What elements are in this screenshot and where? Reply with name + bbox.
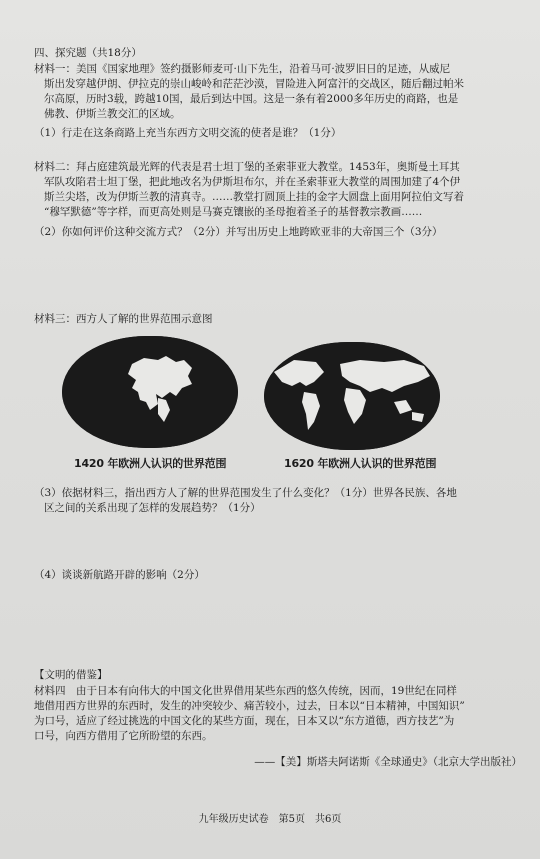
page-footer: 九年级历史试卷 第5页 共6页 [198, 814, 342, 825]
material-two-line: 材料二：拜占庭建筑最光辉的代表是君士坦丁堡的圣索菲亚大教堂。1453年，奥斯曼土耳其 [34, 161, 460, 173]
material-four-line: 材料四 由于日本有向伟大的中国文化世界借用某些东西的悠久传统，因而，19世纪在同样 [34, 685, 457, 697]
question-1: （1）行走在这条商路上充当东西方文明交流的使者是谁？（1分） [34, 127, 342, 139]
map-1620-graphic [264, 342, 440, 450]
material-four-source: ——【美】斯塔夫阿诺斯《全球通史》（北京大学出版社） [254, 756, 522, 768]
material-two-line: “穆罕默德”等字样，而更高处则是马赛克镶嵌的圣母抱着圣子的基督教宗教画…… [44, 206, 423, 218]
material-two [34, 160, 464, 220]
civilization-heading: 【文明的借鉴】 [34, 669, 108, 681]
question-3-line: 区之间的关系出现了怎样的发展趋势？（1分） [44, 502, 261, 514]
question-2: （2）你如何评价这种交流方式？（2分）并写出历史上地跨欧亚非的大帝国三个（3分） [34, 226, 443, 238]
material-one-line: 佛教、伊斯兰教交汇的区域。 [44, 108, 181, 120]
material-one [34, 62, 464, 122]
question-3-line: （3）依据材料三，指出西方人了解的世界范围发生了什么变化？（1分）世界各民族、各地 [34, 487, 457, 499]
material-four-line: 为口号，适应了经过挑选的中国文化的某些方面，现在，日本又以“东方道德，西方技艺”为 [34, 715, 455, 727]
map-1420-graphic [62, 336, 238, 448]
material-one-line: 材料一：美国《国家地理》签约摄影师麦可·山下先生，沿着马可·波罗旧日的足迹，从威尼 [34, 63, 451, 75]
material-three-label: 材料三：西方人了解的世界范围示意图 [34, 313, 213, 325]
material-two-line: 军队攻陷君士坦丁堡，把此地改名为伊斯坦布尔，并在圣索菲亚大教堂的周围加建了4个伊 [44, 176, 461, 188]
material-one-line: 斯出发穿越伊朗、伊拉克的崇山峻岭和茫茫沙漠，冒险进入阿富汗的交战区，随后翻过帕米 [44, 78, 464, 90]
material-two-line: 斯兰尖塔，改为伊斯兰教的清真寺。……教堂打圆顶上挂的金字大圆盘上面用阿拉伯文写着 [44, 191, 464, 203]
material-four-line: 口号，向西方借用了它所盼望的东西。 [34, 730, 213, 742]
map-1420 [62, 336, 238, 448]
material-four [34, 684, 465, 744]
section-title: 四、探究题（共18分） [34, 47, 142, 59]
map-1620-caption: 1620 年欧洲人认识的世界范围 [284, 457, 437, 470]
map-1420-caption: 1420 年欧洲人认识的世界范围 [74, 457, 227, 470]
question-4: （4）谈谈新航路开辟的影响（2分） [34, 569, 205, 581]
material-four-line: 地借用西方世界的东西时，发生的冲突较少、痛苦较小，过去，日本以“日本精神，中国知识” [34, 700, 465, 712]
question-3 [34, 486, 457, 516]
map-1620 [264, 342, 440, 450]
material-one-line: 尔高原，历时3载，跨越10国，最后到达中国。这是一条有着2000多年历史的商路，也是 [44, 93, 459, 105]
